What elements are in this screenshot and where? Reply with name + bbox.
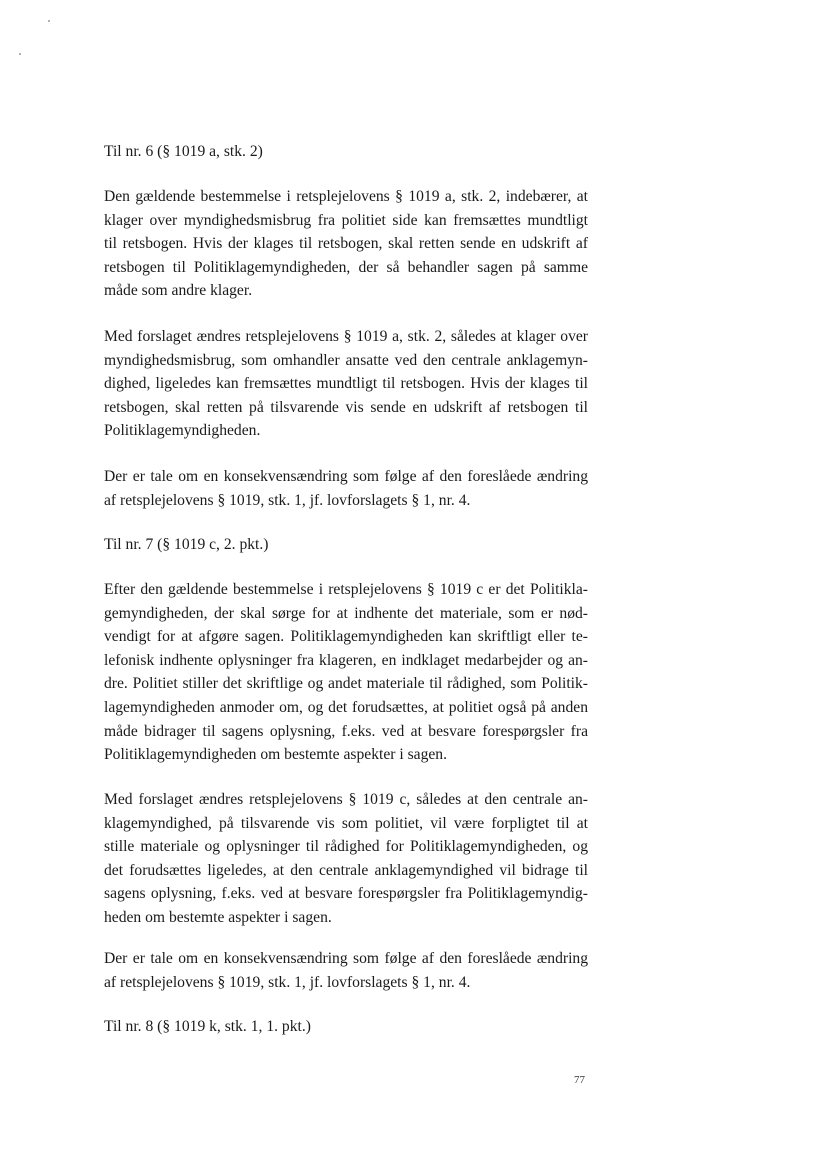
paragraph [104, 325, 588, 443]
text-line: til retsbogen. Hvis der klages til retsbogen, skal retten sende en udskrift af [104, 235, 588, 253]
text-line: måde som andre klager. [104, 282, 253, 300]
text-line: retsbogen til Politiklagemyndigheden, der så behandler sagen på samme [104, 258, 588, 276]
text-line: lagemyndigheden anmoder om, og det forudsættes, at politiet også på anden [104, 698, 588, 716]
paragraph [104, 578, 588, 767]
text-line: dre. Politiet stiller det skriftlige og andet materiale til rådighed, som Politik- [104, 675, 588, 693]
paragraph [104, 185, 588, 303]
text-line: af retsplejelovens § 1019, stk. 1, jf. lovforslagets § 1, nr. 4. [104, 491, 471, 509]
text-line: Politiklagemyndigheden. [104, 422, 261, 440]
scan-speck [19, 53, 21, 55]
section-heading-nr-8: Til nr. 8 (§ 1019 k, stk. 1, 1. pkt.) [104, 1018, 311, 1035]
text-line: vendigt for at afgøre sagen. Politiklagemyndigheden kan skriftligt eller te- [104, 628, 588, 646]
text-line: af retsplejelovens § 1019, stk. 1, jf. lovforslagets § 1, nr. 4. [104, 973, 471, 991]
text-line: myndighedsmisbrug, som omhandler ansatte ved den centrale anklagemyn- [104, 351, 588, 369]
text-line: heden om bestemte aspekter i sagen. [104, 908, 332, 926]
text-line: måde bidrager til sagens oplysning, f.eks. ved at besvare forespørgsler fra [104, 722, 588, 740]
text-line: Politiklagemyndigheden om bestemte aspekter i sagen. [104, 746, 447, 764]
text-line: sagens oplysning, f.eks. ved at besvare forespørgsler fra Politiklagemyndig- [104, 885, 588, 903]
text-line: det forudsættes ligeledes, at den centrale anklagemyndighed vil bidrage til [104, 861, 588, 879]
paragraph [104, 788, 588, 930]
text-line: klager over myndighedsmisbrug fra politiet side kan fremsættes mundtligt [104, 211, 588, 229]
text-line: Der er tale om en konsekvensændring som følge af den foreslåede ændring [104, 950, 588, 967]
text-line: stille materiale og oplysninger til rådighed for Politiklagemyndigheden, og [104, 838, 588, 856]
text-line: Der er tale om en konsekvensændring som følge af den foreslåede ændring [104, 468, 588, 485]
paragraph [104, 947, 588, 994]
text-line: klagemyndighed, på tilsvarende vis som politiet, vil være forpligtet til at [104, 814, 588, 832]
text-line: Efter den gældende bestemmelse i retsplejelovens § 1019 c er det Politikla- [104, 581, 588, 598]
paragraph [104, 465, 588, 512]
text-line: lefonisk indhente oplysninger fra klageren, en indklaget medarbejder og an- [104, 651, 588, 669]
text-line: Den gældende bestemmelse i retsplejelovens § 1019 a, stk. 2, indebærer, at [104, 188, 588, 205]
section-heading-nr-7: Til nr. 7 (§ 1019 c, 2. pkt.) [104, 536, 269, 553]
section-heading-nr-6: Til nr. 6 (§ 1019 a, stk. 2) [104, 143, 263, 160]
text-line: gemyndigheden, der skal sørge for at indhente det materiale, som er nød- [104, 604, 588, 622]
text-line: Med forslaget ændres retsplejelovens § 1019 a, stk. 2, således at klager over [104, 328, 588, 345]
text-line: retsbogen, skal retten på tilsvarende vis sende en udskrift af retsbogen til [104, 398, 588, 416]
scan-speck [48, 20, 50, 22]
text-line: Med forslaget ændres retsplejelovens § 1019 c, således at den centrale an- [104, 791, 588, 808]
text-line: dighed, ligeledes kan fremsættes mundtligt til retsbogen. Hvis der klages til [104, 375, 588, 393]
page-number: 77 [574, 1074, 585, 1086]
